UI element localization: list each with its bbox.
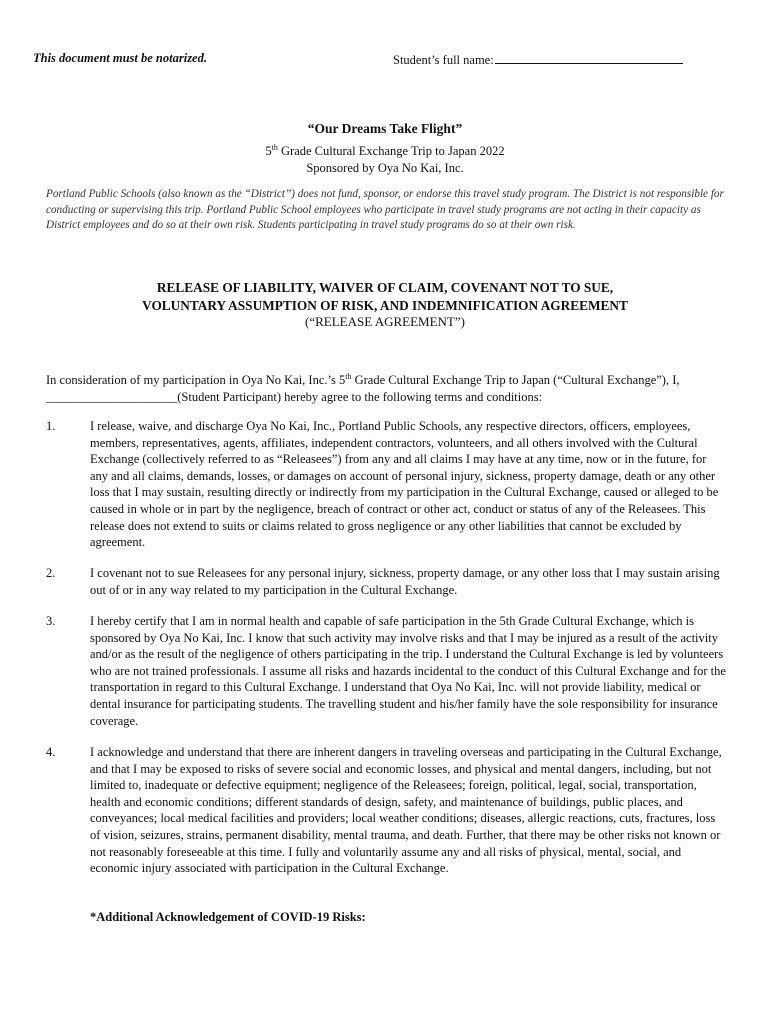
clause-number: 3.	[46, 614, 56, 628]
clause-number: 4.	[46, 745, 56, 759]
student-name-blank-line[interactable]	[495, 51, 683, 64]
clause-number: 2.	[46, 566, 56, 580]
district-disclaimer: Portland Public Schools (also known as the “District”) does not fund, sponsor, or endorse this travel study program. The District is not responsible for conducting or supervising this trip. Portland Public School employees who participate in travel study programs are not acting in their capacity as District employees and do so at their own risk. Students participating in travel study programs do so at their own risk.	[46, 188, 724, 231]
trip-name-line: 5th Grade Cultural Exchange Trip to Japan 2022	[265, 143, 505, 159]
clause-number: 1.	[46, 419, 56, 433]
clause-text: I acknowledge and understand that there are inherent dangers in traveling overseas and participating in the Cultural Exchange, and that I may be exposed to risks of severe social and economic losses, and physical and mental dangers, including, but not limited to, inadequate or defective equipment; negligence of the Releasees; foreign, political, legal, social, transportation, health and economic conditions; different standards of design, safety, and maintenance of buildings, public places, and conveyances; local medical facilities and providers; local weather conditions; diseases, allergic reactions, cuts, fractures, loss of vision, seizures, strains, permanent disability, mental trauma, and death. Further, that there may be other risks not known or not reasonably foreseeable at this time. I fully and voluntarily assume any and all risks of physical, mental, social, and economic injury associated with participation in the Cultural Exchange.	[90, 745, 722, 876]
release-heading	[0, 279, 770, 314]
clause-2	[46, 565, 726, 598]
notarized-notice: This document must be notarized.	[33, 51, 207, 65]
release-heading-line-1: RELEASE OF LIABILITY, WAIVER OF CLAIM, COVENANT NOT TO SUE,	[156, 280, 614, 295]
clause-text: I covenant not to sue Releasees for any personal injury, sickness, property damage, or any other loss that I may sustain arising out of or in any way related to my participation in the Cultural Exchange.	[90, 566, 720, 597]
intro-paragraph: In consideration of my participation in Oya No Kai, Inc.’s 5th Grade Cultural Exchange Trip to Japan (“Cultural Exchange”), I, _____________________(Student Participant) hereby agree to the following terms and conditions:	[46, 372, 680, 404]
document-title: “Our Dreams Take Flight”	[307, 121, 463, 136]
clause-text: I hereby certify that I am in normal health and capable of safe participation in the 5th Grade Cultural Exchange, which is sponsored by Oya No Kai, Inc. I know that such activity may involve risks and that I may be injured as a result of the activity and/or as the result of the negligence of others participating in the trip. I understand the Cultural Exchange is led by volunteers who are not trained professionals. I assume all risks and hazards incidental to the conduct of this Cultural Exchange and for the transportation in regard to this Cultural Exchange. I understand that Oya No Kai, Inc. will not provide liability, medical or dental insurance for participating students. The travelling student and his/her family have the sole responsibility for insurance coverage.	[90, 614, 726, 728]
release-heading-line-2: VOLUNTARY ASSUMPTION OF RISK, AND INDEMNIFICATION AGREEMENT	[142, 297, 628, 313]
release-agreement-subtitle: (“RELEASE AGREEMENT”)	[305, 314, 465, 329]
student-name-label: Student’s full name:	[393, 53, 494, 67]
sponsor-line: Sponsored by Oya No Kai, Inc.	[306, 161, 464, 176]
clause-3	[46, 613, 726, 729]
clause-4	[46, 744, 726, 877]
clause-text: I release, waive, and discharge Oya No Kai, Inc., Portland Public Schools, any respective directors, officers, employees, members, representatives, agents, affiliates, independent contractors, volunteers, and all others involved with the Cultural Exchange (collectively referred to as “Releasees”) from any and all claims I may have at any time, now or in the future, for any and all claims, demands, losses, or damages on account of personal injury, sickness, property damage, death or any other loss that I may sustain, resulting directly or indirectly from my participation in the Cultural Exchange, caused or alleged to be caused in whole or in part by the negligence, breach of contract or other act, conduct or status of any of the Releasees. This release does not extend to suits or claims related to gross negligence or any other liabilities that cannot be excluded by agreement.	[90, 419, 719, 550]
clause-1	[46, 418, 726, 551]
covid-acknowledgement-heading: *Additional Acknowledgement of COVID-19 Risks:	[90, 910, 366, 924]
trip-subtitle	[0, 139, 770, 177]
student-name-field[interactable]	[393, 51, 683, 68]
